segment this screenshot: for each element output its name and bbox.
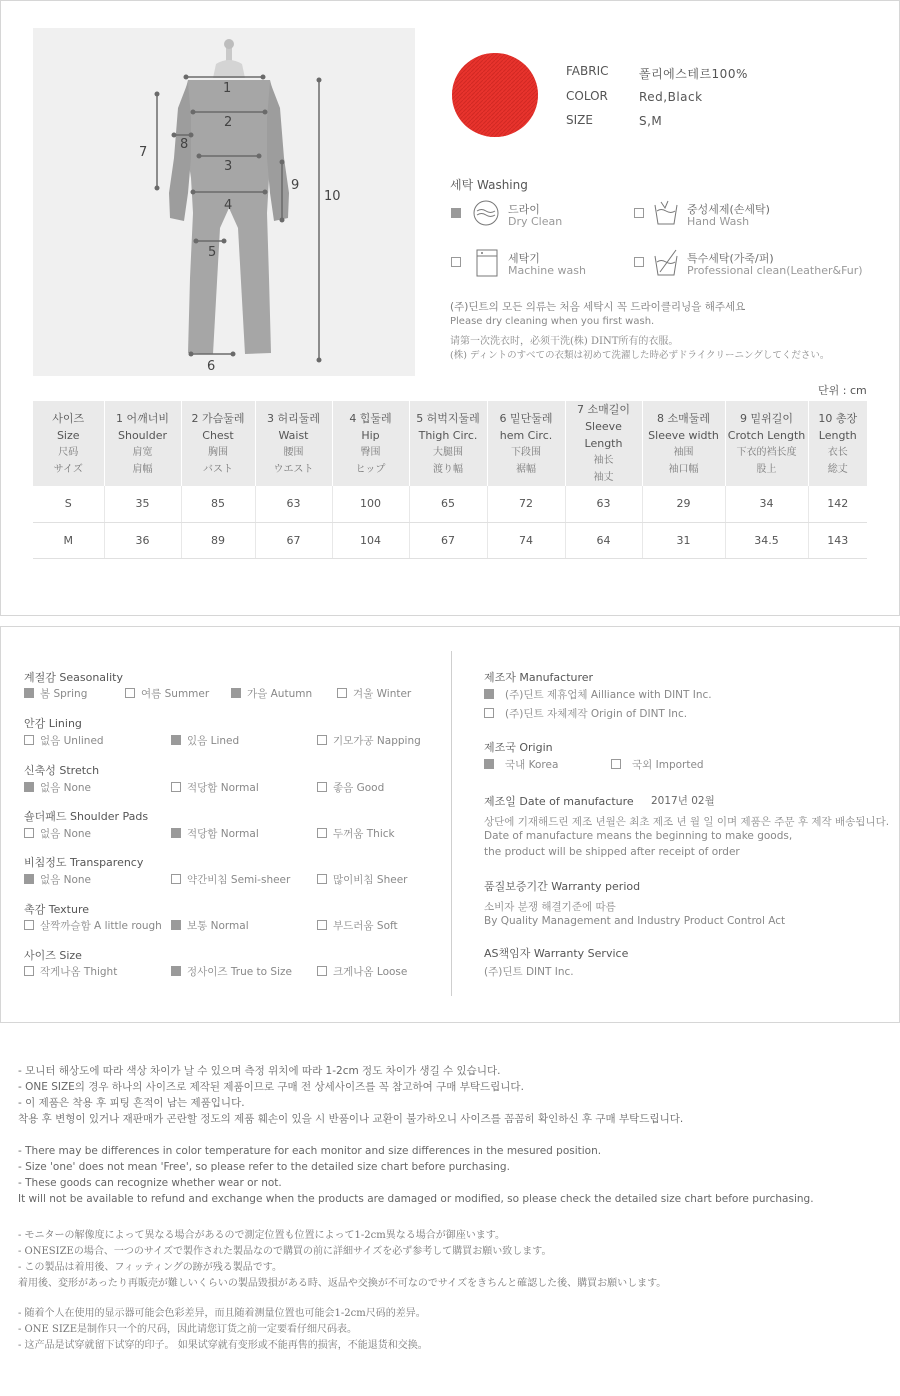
origin-option-label: 국외 Imported [632, 759, 704, 771]
dry-clean-checkbox [451, 208, 461, 218]
size-table-header-cell [642, 401, 725, 486]
header-jp: 袖口幅 [668, 463, 699, 475]
manufacture-date-line: 상단에 기재해드린 제조 년월은 최초 제조 년 월 일 이며 제품은 주문 후 제작 배송됩니다. [484, 816, 890, 828]
table-cell: 64 [565, 522, 642, 558]
note-line-jp: - ONESIZEの場合、一つのサイズで製作された製品なので購買の前に詳細サイズを必ず参考して購買お願い致します。 [18, 1246, 552, 1257]
dry-clean-en: Dry Clean [508, 215, 563, 228]
header-cn: 下段围 [511, 446, 541, 458]
header-cn: 大腿围 [433, 446, 463, 458]
table-cell: M [33, 522, 104, 558]
attribute-option-label: 있음 Lined [187, 735, 240, 747]
note-line-en: - These goods can recognize whether wear or not. [18, 1177, 282, 1189]
machine-wash-en: Machine wash [508, 264, 586, 277]
header-jp: 総丈 [827, 463, 848, 475]
attribute-option-label: 없음 Unlined [40, 735, 104, 747]
manufacture-date-line: the product will be shipped after receipt of order [484, 846, 740, 858]
attribute-checkbox [24, 828, 34, 838]
size-table-header-cell [181, 401, 255, 486]
note-line-en: - Size 'one' does not mean 'Free', so please refer to the detailed size chart before purchasing. [18, 1161, 510, 1173]
header-cn: 袖长 [593, 455, 614, 466]
manufacturer-title: 제조자 Manufacturer [484, 671, 594, 684]
washing-notice-en: Please dry cleaning when you first wash. [450, 316, 655, 327]
size-table [33, 401, 867, 559]
header-en: Chest [202, 428, 234, 442]
header-cn: 肩宽 [132, 446, 153, 458]
header-cn: 衣长 [827, 446, 848, 458]
size-table-header-cell [725, 401, 808, 486]
table-cell: S [33, 486, 104, 522]
column-divider [451, 651, 452, 996]
header-en: Sleeve width [648, 428, 719, 442]
header-en: Waist [278, 428, 309, 442]
attribute-option-label: 두꺼움 Thick [333, 828, 395, 840]
header-ko: 4 힙둘레 [349, 411, 392, 425]
measure-label-10: 10 [324, 189, 341, 204]
table-row [33, 522, 867, 558]
header-ko: 2 가슴둘레 [191, 411, 245, 425]
table-cell: 143 [808, 522, 867, 558]
attribute-option-label: 없음 None [40, 874, 92, 886]
origin-title: 제조국 Origin [484, 741, 553, 754]
hand-wash-en: Hand Wash [687, 215, 750, 228]
attribute-checkbox [171, 920, 181, 930]
note-line-ko: - 모니터 해상도에 따라 색상 차이가 날 수 있으며 측정 위치에 따라 1-2cm 정도 차이가 생길 수 있습니다. [18, 1065, 501, 1077]
manufacture-date-value: 2017년 02월 [651, 795, 715, 807]
header-jp: バスト [203, 463, 233, 475]
attribute-option-label: 보통 Normal [187, 920, 249, 932]
color-label: COLOR [566, 89, 608, 103]
header-jp: 裾幅 [516, 463, 536, 475]
attribute-option-label: 기모가공 Napping [333, 735, 421, 747]
attribute-checkbox [317, 735, 327, 745]
manufacturer-checkbox [484, 689, 494, 699]
attribute-title: 신축성 Stretch [24, 764, 100, 777]
table-cell: 35 [104, 486, 181, 522]
attribute-checkbox [171, 735, 181, 745]
attribute-checkbox [317, 966, 327, 976]
table-cell: 104 [332, 522, 409, 558]
manufacture-date-title: 제조일 Date of manufacture [484, 795, 634, 808]
note-line-cn: - 这产品是试穿就留下试穿的印子。 如果试穿就有变形或不能再售的损害，不能退货和交换。 [18, 1340, 428, 1351]
attribute-title: 비침정도 Transparency [24, 856, 144, 869]
note-line-jp: - モニターの解像度によって異なる場合があるので測定位置も位置によって1-2cm異なる場合が御座います。 [18, 1230, 505, 1241]
manufacturer-checkbox [484, 708, 494, 718]
header-en: Thigh Circ. [418, 428, 478, 442]
attribute-checkbox [24, 782, 34, 792]
attribute-option-label: 가을 Autumn [247, 688, 313, 700]
measure-label-9: 9 [291, 178, 300, 193]
table-cell: 31 [642, 522, 725, 558]
attribute-checkbox [171, 828, 181, 838]
header-jp: 肩幅 [132, 463, 153, 475]
table-cell: 34.5 [725, 522, 808, 558]
attribute-checkbox [24, 735, 34, 745]
header-cn: 尺码 [58, 446, 79, 458]
note-line-cn: - 随着个人在使用的显示器可能会色彩差异，而且随着测量位置也可能会1-2cm尺码的差异。 [18, 1308, 426, 1319]
origin-checkbox [484, 759, 494, 769]
table-cell: 89 [181, 522, 255, 558]
attribute-option-label: 없음 None [40, 782, 92, 794]
size-table-header-cell [33, 401, 104, 486]
attribute-title: 촉감 Texture [24, 903, 90, 916]
attribute-checkbox [171, 966, 181, 976]
table-cell: 63 [565, 486, 642, 522]
header-en: Shoulder [118, 428, 167, 442]
size-table-header-cell [255, 401, 332, 486]
attribute-option-label: 정사이즈 True to Size [187, 966, 292, 978]
attribute-option-label: 작게나옴 Thight [40, 966, 118, 978]
attribute-title: 계절감 Seasonality [24, 671, 123, 684]
attribute-checkbox [231, 688, 241, 698]
note-line-ko: - 이 제품은 착용 후 피팅 흔적이 남는 제품입니다. [18, 1097, 245, 1109]
attribute-checkbox [24, 688, 34, 698]
attribute-checkbox [125, 688, 135, 698]
attribute-checkbox [317, 782, 327, 792]
manufacturer-option-label: (주)딘트 자체제작 Origin of DINT Inc. [505, 708, 688, 720]
table-cell: 63 [255, 486, 332, 522]
measure-label-3: 3 [224, 159, 233, 174]
note-line-cn: - ONE SIZE是制作只一个的尺码，因此请您订货之前一定要看仔细尺码表。 [18, 1324, 358, 1335]
washing-notice-jp: (株) ディントのすべての衣類は初めて洗濯した時必ずドライクリーニングしてください。 [450, 350, 830, 361]
note-line-jp: 着用後、変形があったり再販売が難しいくらいの製品毀損がある時、返品や交換が不可なのでサイズをきちんと確認した後、購買お願いします。 [18, 1278, 667, 1289]
header-ko: 3 허리둘레 [267, 411, 320, 425]
note-line-en: - There may be differences in color temperature for each monitor and size differences in the mesured position. [18, 1145, 602, 1157]
measure-label-6: 6 [207, 359, 216, 374]
attribute-title: 숄더패드 Shoulder Pads [24, 810, 149, 823]
attribute-option-label: 많이비침 Sheer [333, 874, 408, 886]
origin-option-label: 국내 Korea [505, 759, 559, 771]
warranty-service-title: AS책임자 Warranty Service [484, 947, 629, 960]
size-diagram [33, 28, 415, 376]
table-cell: 85 [181, 486, 255, 522]
dry-clean-icon [472, 199, 500, 227]
unit-label: 단위 : cm [818, 384, 867, 397]
size-table-header-cell [808, 401, 867, 486]
header-ko: 6 밑단둘레 [499, 411, 553, 425]
size-table-header [33, 401, 867, 486]
header-ko: 9 밑위길이 [740, 411, 793, 425]
header-jp: 袖丈 [593, 472, 614, 483]
size-table-header-cell [332, 401, 409, 486]
header-cn: 下衣的裆长度 [736, 446, 797, 458]
size-table-header-cell [565, 401, 642, 486]
attribute-option-label: 겨울 Winter [353, 688, 412, 700]
manufacturer-option-label: (주)딘트 제휴업체 Ailliance with DINT Inc. [505, 689, 712, 701]
header-ko: 1 어깨너비 [116, 411, 169, 425]
table-cell: 100 [332, 486, 409, 522]
header-en: Size [56, 428, 80, 442]
measure-label-5: 5 [208, 245, 217, 260]
attribute-option-label: 봄 Spring [40, 688, 88, 700]
attribute-option-label: 적당함 Normal [187, 782, 259, 794]
washing-title: 세탁 Washing [450, 178, 528, 192]
manufacture-date-line: Date of manufacture means the beginning to make goods, [484, 830, 793, 842]
washing-machine-icon [474, 248, 500, 278]
note-line-jp: - この製品は着用後、フィッティングの跡が残る製品です。 [18, 1262, 282, 1273]
size-value: S,M [639, 114, 663, 128]
hand-wash-icon [652, 199, 680, 227]
table-cell: 36 [104, 522, 181, 558]
attribute-checkbox [317, 874, 327, 884]
header-jp: サイズ [53, 463, 83, 475]
attribute-checkbox [24, 920, 34, 930]
attribute-option-label: 여름 Summer [141, 688, 210, 700]
measure-label-2: 2 [224, 115, 233, 130]
attribute-checkbox [24, 966, 34, 976]
machine-wash-ko: 세탁기 [508, 252, 540, 265]
attribute-checkbox [317, 828, 327, 838]
size-table-header-cell [409, 401, 487, 486]
size-table-header-cell [104, 401, 181, 486]
header-jp: ヒップ [355, 463, 386, 475]
attribute-checkbox [171, 782, 181, 792]
warranty-period-line: 소비자 분쟁 해결기준에 따름 [484, 901, 616, 913]
attribute-option-label: 없음 None [40, 828, 92, 840]
attribute-option-label: 부드러움 Soft [333, 920, 398, 932]
header-ko: 사이즈 [52, 411, 85, 425]
table-cell: 67 [409, 522, 487, 558]
table-row [33, 486, 867, 522]
table-cell: 65 [409, 486, 487, 522]
header-ko: 7 소매길이 [577, 403, 630, 416]
warranty-period-title: 품질보증기간 Warranty period [484, 880, 641, 893]
attribute-checkbox [317, 920, 327, 930]
header-jp: 渡り幅 [433, 463, 463, 475]
attribute-checkbox [171, 874, 181, 884]
header-en: Crotch Length [727, 428, 806, 442]
table-cell: 67 [255, 522, 332, 558]
fabric-swatch [451, 52, 539, 138]
origin-checkbox [611, 759, 621, 769]
header-cn: 胸围 [208, 446, 228, 458]
table-cell: 74 [487, 522, 565, 558]
hand-wash-ko: 중성세제(손세탁) [687, 203, 770, 216]
header-en: Length [818, 428, 857, 442]
header-ko: 8 소매둘레 [657, 411, 710, 425]
attribute-option-label: 크게나옴 Loose [333, 966, 408, 978]
hand-wash-checkbox [634, 208, 644, 218]
professional-clean-en: Professional clean(Leather&Fur) [687, 264, 863, 277]
measure-label-8: 8 [180, 137, 189, 152]
attribute-checkbox [337, 688, 347, 698]
attribute-option-label: 살짝까슬함 A little rough [40, 920, 162, 932]
professional-clean-icon [652, 248, 680, 278]
header-jp: 股上 [756, 463, 777, 475]
header-en: Sleeve Length [584, 420, 623, 450]
warranty-service-value: (주)딘트 DINT Inc. [484, 966, 574, 978]
header-ko: 10 총장 [818, 411, 858, 425]
header-jp: ウエスト [273, 463, 314, 475]
measure-label-1: 1 [223, 81, 232, 96]
attribute-option-label: 적당함 Normal [187, 828, 259, 840]
professional-clean-checkbox [634, 257, 644, 267]
measure-label-4: 4 [224, 198, 233, 213]
header-cn: 臀围 [360, 446, 381, 458]
table-cell: 72 [487, 486, 565, 522]
table-cell: 142 [808, 486, 867, 522]
fabric-label: FABRIC [566, 64, 609, 78]
header-en: hem Circ. [499, 428, 553, 442]
warranty-period-line: By Quality Management and Industry Product Control Act [484, 915, 786, 927]
header-cn: 腰围 [283, 446, 304, 458]
dry-clean-ko: 드라이 [508, 203, 540, 216]
attribute-title: 안감 Lining [24, 717, 82, 730]
header-ko: 5 허벅지둘레 [416, 411, 480, 425]
attribute-option-label: 약간비침 Semi-sheer [187, 874, 291, 886]
table-cell: 29 [642, 486, 725, 522]
header-cn: 袖围 [673, 446, 694, 458]
table-cell: 34 [725, 486, 808, 522]
header-en: Hip [361, 428, 380, 442]
machine-wash-checkbox [451, 257, 461, 267]
measure-label-7: 7 [139, 145, 148, 160]
note-line-ko: 착용 후 변형이 있거나 재판매가 곤란할 정도의 제품 훼손이 있을 시 반품이나 교환이 불가하오니 사이즈를 꼼꼼히 확인하신 후 구매 부탁드립니다. [18, 1113, 684, 1125]
size-label: SIZE [566, 113, 593, 127]
attribute-option-label: 좋음 Good [333, 782, 385, 794]
washing-notice-cn: 请第一次洗衣时，必须干洗(株) DINT所有的衣服。 [450, 336, 679, 347]
attribute-title: 사이즈 Size [24, 949, 82, 962]
washing-notice-ko: (주)딘트의 모든 의류는 처음 세탁시 꼭 드라이클리닝을 해주세요 [450, 301, 746, 313]
note-line-ko: - ONE SIZE의 경우 하나의 사이즈로 제작된 제품이므로 구매 전 상세사이즈를 꼭 참고하여 구매 부탁드립니다. [18, 1081, 524, 1093]
professional-clean-ko: 특수세탁(가죽/퍼) [687, 252, 774, 265]
size-table-header-cell [487, 401, 565, 486]
fabric-value: 폴리에스테르100% [639, 67, 748, 81]
note-line-en: It will not be available to refund and exchange when the products are damaged or modified, so please check the detailed size chart before purchasing. [18, 1193, 814, 1205]
attribute-checkbox [24, 874, 34, 884]
color-value: Red,Black [639, 90, 703, 104]
